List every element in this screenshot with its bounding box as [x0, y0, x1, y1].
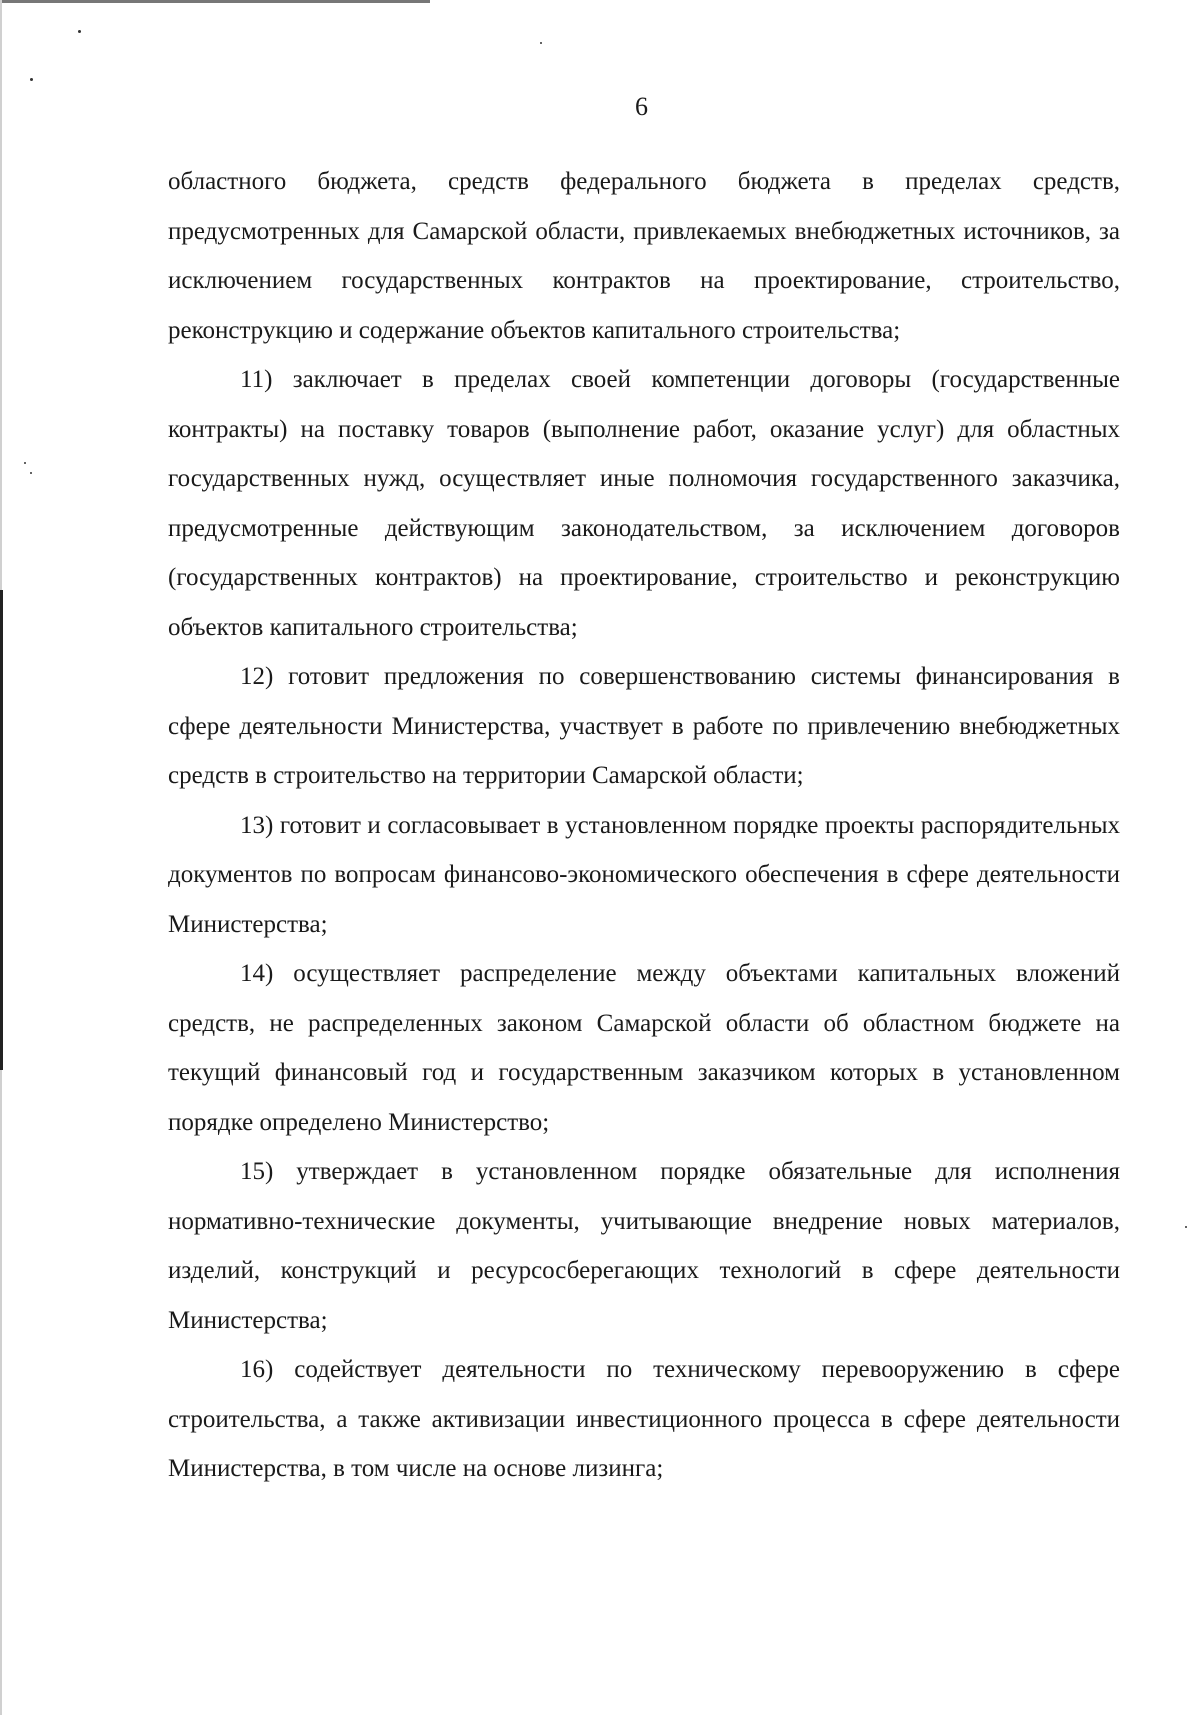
- scan-speck: [30, 472, 32, 474]
- scan-mark-left: [0, 590, 3, 1070]
- paragraph-item-11: 11) заключает в пределах своей компетенции договоры (государственные контракты) на поставку товаров (выполнение работ, оказание услуг) для областных государственных нужд, осуществляет иные полномочия государственного заказчика, предусмотренные действующим законодательством, за исключением договоров (государственных контрактов) на проектирование, строительство и реконструкцию объектов капитального строительства;: [168, 366, 1120, 641]
- paragraph-item-13: 13) готовит и согласовывает в установленном порядке проекты распорядительных документов по вопросам финансово-экономического обеспечения в сфере деятельности Министерства;: [168, 811, 1120, 938]
- scan-speck: [1185, 1226, 1187, 1228]
- paragraph-item-14: 14) осуществляет распределение между объектами капитальных вложений средств, не распределенных законом Самарской области об областном бюджете на текущий финансовый год и государственным заказчиком которых в установленном порядке определено Министерство;: [168, 960, 1120, 1136]
- paragraph-item-16: 16) содействует деятельности по техническому перевооружению в сфере строительства, а также активизации инвестиционного процесса в сфере деятельности Министерства, в том числе на основе лизинга;: [168, 1356, 1120, 1482]
- scan-speck: [24, 462, 26, 464]
- paragraph-continuation: областного бюджета, средств федерального бюджета в пределах средств, предусмотренных для Самарской области, привлекаемых внебюджетных источников, за исключением государственных контрактов на проектирование, строительство, реконструкцию и содержание объектов капитального строительства;: [168, 168, 1120, 344]
- scan-speck: [30, 78, 33, 81]
- scan-speck: [78, 30, 81, 33]
- paragraph-item-12: 12) готовит предложения по совершенствованию системы финансирования в сфере деятельности Министерства, участвует в работе по привлечению внебюджетных средств в строительство на территории Самарской области;: [168, 663, 1120, 789]
- scan-edge-top: [0, 0, 430, 3]
- page-number: 6: [635, 92, 648, 121]
- scan-speck: [540, 42, 542, 44]
- paragraph-item-15: 15) утверждает в установленном порядке обязательные для исполнения нормативно-технические документы, учитывающие внедрение новых материалов, изделий, конструкций и ресурсосберегающих технологий в сфере деятельности Министерства;: [168, 1158, 1120, 1334]
- document-body: [168, 157, 1120, 1494]
